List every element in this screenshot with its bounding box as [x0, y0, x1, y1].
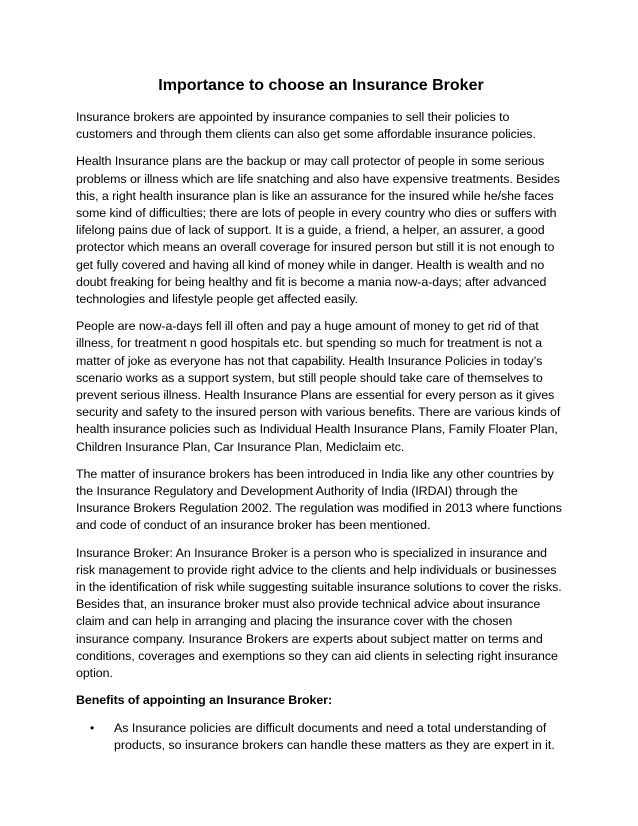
document-body	[76, 109, 566, 754]
paragraph-intro: Insurance brokers are appointed by insurance companies to sell their policies to customers and through them clients can also get some affordable insurance policies.	[76, 110, 536, 142]
document-title: Importance to choose an Insurance Broker	[158, 77, 484, 94]
list-item	[76, 720, 566, 754]
paragraph-broker-definition: Insurance Broker: An Insurance Broker is a person who is specialized in insurance and risk management to provide right advice to the clients and help individuals or businesses in the identification of risk while suggesting suitable insurance solutions to cover the risks. Besides that, an insurance broker must also provide technical advice about insurance claim and can help in arranging and placing the insurance cover with the chosen insurance company. Insurance Brokers are experts about subject matter on terms and conditions, coverages and exemptions so they can aid clients in selecting right insurance option.	[76, 545, 562, 681]
paragraph-policies: People are now-a-days fell ill often and pay a huge amount of money to get rid of that illness, for treatment n good hospitals etc. but spending so much for treatment is not a matter of joke as everyone has not that capability. Health Insurance Policies in today’s scenario works as a support system, but still people should take care of themselves to prevent serious illness. Health Insurance Plans are essential for every person as it gives security and safety to the insured person with various benefits. There are various kinds of health insurance policies such as Individual Health Insurance Plans, Family Floater Plan, Children Insurance Plan, Car Insurance Plan, Mediclaim etc.	[76, 319, 561, 454]
benefits-list	[76, 720, 566, 754]
benefits-heading: Benefits of appointing an Insurance Broker:	[76, 693, 333, 708]
paragraph-health-insurance: Health Insurance plans are the backup or may call protector of people in some serious problems or illness which are life snatching and also have expensive treatments. Besides this, a right health insurance plan is like an assurance for the insured while he/she faces some kind of difficulties; there are lots of people in every country who dies or suffers with lifelong pains due of lack of support. It is a guide, a friend, a helper, an assurer, a good protector which means an overall coverage for insured person but still it is not enough to get fully covered and having all kind of money while in danger. Health is wealth and no doubt freaking for being healthy and fit is become a mania now-a-days; after advanced technologies and lifestyle people get affected easily.	[76, 154, 560, 307]
bullet-icon: •	[90, 720, 95, 735]
paragraph-regulation: The matter of insurance brokers has been introduced in India like any other countries by the Insurance Regulatory and Development Authority of India (IRDAI) through the Insurance Brokers Regulation 2002. The regulation was modified in 2013 where functions and code of conduct of an insurance broker has been mentioned.	[76, 466, 562, 533]
bullet-text: As Insurance policies are difficult documents and need a total understanding of products, so insurance brokers can handle these matters as they are expert in it.	[114, 720, 555, 752]
